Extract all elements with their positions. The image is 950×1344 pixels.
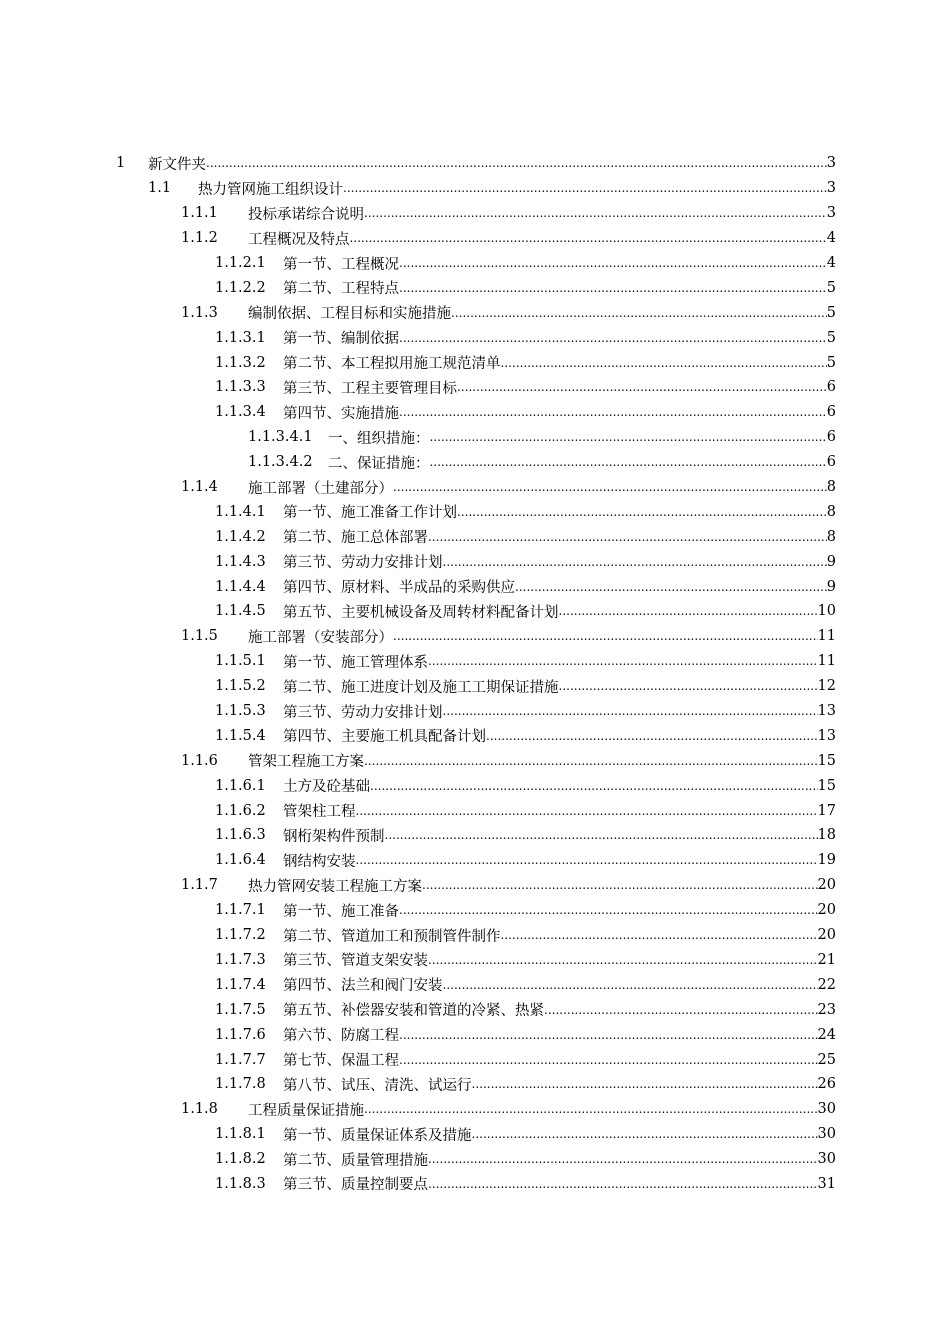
- toc-leader-dots: [544, 997, 818, 1022]
- toc-entry-number: 1.1.7.3: [215, 951, 266, 968]
- toc-entry-page-number: 19: [817, 852, 836, 869]
- toc-entry-number: 1.1.4.3: [215, 553, 266, 570]
- toc-leader-dots: [457, 499, 827, 524]
- toc-entry-number: 1.1.2.1: [215, 255, 266, 271]
- toc-entry[interactable]: [0, 475, 950, 500]
- toc-leader-dots: [501, 923, 818, 948]
- toc-entry[interactable]: [0, 176, 950, 201]
- toc-entry[interactable]: [0, 923, 950, 948]
- toc-leader-dots: [350, 226, 827, 251]
- toc-leader-dots: [443, 699, 818, 724]
- toc-entry[interactable]: [0, 972, 950, 997]
- toc-leader-dots: [428, 524, 827, 549]
- toc-entry-number: 1.1.6.1: [215, 777, 266, 794]
- toc-entry-number: 1.1.3.1: [215, 329, 266, 346]
- toc-entry[interactable]: [0, 997, 950, 1022]
- toc-entry-page-number: 22: [817, 976, 836, 993]
- toc-entry-number: 1.1.8.2: [215, 1151, 266, 1168]
- toc-leader-dots: [385, 823, 818, 848]
- toc-entry-number: 1.1.7.4: [215, 976, 266, 993]
- toc-entry[interactable]: [0, 898, 950, 923]
- toc-entry-number: 1.1.7.8: [215, 1076, 266, 1093]
- toc-entry-title: 第三节、工程主要管理目标: [283, 380, 457, 397]
- toc-entry-page-number: 30: [817, 1101, 836, 1118]
- toc-entry-title: 第四节、法兰和阀门安装: [283, 978, 443, 995]
- toc-entry-number: 1.1.7.7: [215, 1051, 266, 1068]
- toc-entry-number: 1.1.5.4: [215, 727, 266, 744]
- toc-entry-number: 1.1.3.2: [215, 354, 266, 371]
- toc-entry[interactable]: [0, 948, 950, 973]
- toc-entry-page-number: 6: [826, 454, 836, 471]
- toc-leader-dots: [356, 848, 818, 873]
- toc-entry-title: 第一节、施工管理体系: [283, 654, 428, 671]
- toc-entry-page-number: 12: [817, 678, 836, 695]
- toc-leader-dots: [451, 300, 827, 325]
- toc-entry[interactable]: [0, 1147, 950, 1172]
- toc-leader-dots: [364, 201, 827, 226]
- toc-leader-dots: [515, 574, 827, 599]
- toc-entry-number: 1.1.3: [181, 304, 218, 321]
- toc-entry-page-number: 6: [826, 429, 836, 446]
- toc-entry[interactable]: [0, 1172, 950, 1197]
- toc-entry[interactable]: [0, 798, 950, 823]
- toc-entry[interactable]: [0, 574, 950, 599]
- toc-leader-dots: [501, 350, 827, 375]
- toc-entry-number: 1.1.5.1: [215, 653, 266, 670]
- toc-entry[interactable]: [0, 823, 950, 848]
- toc-entry[interactable]: [0, 748, 950, 773]
- toc-leader-dots: [364, 748, 818, 773]
- toc-entry-page-number: 20: [817, 927, 836, 944]
- toc-entry-page-number: 15: [817, 752, 836, 769]
- toc-entry-page-number: 24: [817, 1026, 836, 1043]
- toc-entry[interactable]: [0, 1072, 950, 1097]
- toc-leader-dots: [430, 425, 827, 450]
- toc-entry-title: 钢桁架构件预制: [283, 828, 385, 845]
- toc-entry-number: 1.1.6.2: [215, 802, 266, 819]
- toc-entry-title: 钢结构安装: [283, 853, 356, 870]
- toc-entry[interactable]: [0, 723, 950, 748]
- toc-entry-number: 1.1.7: [181, 877, 218, 894]
- toc-entry-page-number: 30: [817, 1126, 836, 1143]
- toc-entry-number: 1.1.5.3: [215, 703, 266, 720]
- toc-entry-number: 1.1.4.2: [215, 528, 266, 545]
- toc-entry-title: 土方及砼基础: [283, 779, 370, 796]
- toc-entry-title: 第四节、原材料、半成品的采购供应: [283, 580, 515, 597]
- toc-entry-page-number: 8: [826, 503, 836, 520]
- toc-entry-number: 1.1.4.1: [215, 503, 266, 520]
- toc-entry[interactable]: [0, 848, 950, 873]
- toc-entry-number: 1.1.5.2: [215, 678, 266, 695]
- toc-entry-page-number: 3: [826, 180, 836, 197]
- toc-entry[interactable]: [0, 524, 950, 549]
- toc-leader-dots: [457, 375, 827, 400]
- toc-leader-dots: [428, 1172, 818, 1197]
- toc-entry[interactable]: [0, 151, 950, 176]
- toc-entry-page-number: 5: [826, 304, 836, 321]
- toc-entry-page-number: 15: [817, 777, 836, 794]
- toc-entry-number: 1.1.8: [181, 1101, 218, 1118]
- toc-entry[interactable]: [0, 773, 950, 798]
- toc-entry-page-number: 13: [817, 727, 836, 744]
- toc-entry-number: 1.1.4.4: [215, 578, 266, 595]
- toc-entry-number: 1.1.6.3: [215, 827, 266, 844]
- toc-entry-page-number: 18: [817, 827, 836, 844]
- toc-entry-title: 第五节、补偿器安装和管道的冷紧、热紧: [283, 1003, 544, 1020]
- toc-entry-number: 1.1: [148, 180, 172, 197]
- toc-entry-number: 1.1.3.4.2: [248, 454, 313, 471]
- toc-leader-dots: [428, 1147, 818, 1172]
- toc-entry[interactable]: [0, 226, 950, 251]
- toc-entry-title: 一、组织措施：: [328, 430, 430, 447]
- toc-leader-dots: [206, 151, 827, 176]
- toc-entry-page-number: 5: [826, 354, 836, 371]
- toc-entry-title: 第三节、劳动力安排计划: [283, 704, 443, 721]
- toc-entry-page-number: 11: [817, 628, 836, 645]
- toc-entry-title: 第一节、质量保证体系及措施: [283, 1127, 472, 1144]
- toc-leader-dots: [399, 400, 827, 425]
- toc-entry-number: 1.1.4.5: [215, 603, 266, 620]
- toc-leader-dots: [472, 1122, 818, 1147]
- toc-entry-number: 1.1.2: [181, 230, 218, 247]
- toc-entry[interactable]: [0, 275, 950, 300]
- toc-entry-number: 1.1.8.1: [215, 1126, 266, 1143]
- toc-entry-title: 管架柱工程: [283, 804, 356, 821]
- toc-leader-dots: [399, 1022, 818, 1047]
- toc-entry-page-number: 25: [817, 1051, 836, 1068]
- toc-entry-number: 1.1.2.2: [215, 279, 266, 296]
- toc-entry-page-number: 3: [826, 205, 836, 222]
- toc-entry[interactable]: [0, 873, 950, 898]
- toc-entry-page-number: 8: [826, 528, 836, 545]
- toc-entry[interactable]: [0, 549, 950, 574]
- toc-entry-title: 第二节、本工程拟用施工规范清单: [283, 356, 501, 373]
- toc-entry[interactable]: [0, 1047, 950, 1072]
- toc-entry-title: 新文件夹: [148, 156, 206, 173]
- toc-entry-page-number: 20: [817, 877, 836, 894]
- toc-entry[interactable]: [0, 350, 950, 375]
- toc-entry-number: 1.1.5: [181, 628, 218, 645]
- toc-entry-title: 第六节、防腐工程: [283, 1028, 399, 1045]
- toc-entry-number: 1: [116, 155, 126, 172]
- toc-entry-title: 第三节、劳动力安排计划: [283, 555, 443, 572]
- toc-entry-title: 第一节、施工准备: [283, 903, 399, 920]
- toc-entry-page-number: 8: [826, 479, 836, 496]
- toc-entry-number: 1.1.8.3: [215, 1175, 266, 1192]
- toc-entry[interactable]: [0, 624, 950, 649]
- toc-entry[interactable]: [0, 599, 950, 624]
- toc-entry[interactable]: [0, 1097, 950, 1122]
- toc-entry-number: 1.1.3.3: [215, 379, 266, 396]
- toc-leader-dots: [428, 649, 818, 674]
- toc-entry-page-number: 5: [826, 279, 836, 296]
- toc-entry-title: 第一节、施工准备工作计划: [283, 505, 457, 522]
- toc-entry-page-number: 3: [826, 155, 836, 172]
- toc-entry-page-number: 13: [817, 703, 836, 720]
- toc-entry-number: 1.1.3.4: [215, 404, 266, 421]
- toc-entry-title: 第五节、主要机械设备及周转材料配备计划: [283, 604, 559, 621]
- toc-leader-dots: [399, 1047, 818, 1072]
- toc-entry-page-number: 9: [826, 578, 836, 595]
- toc-leader-dots: [399, 275, 827, 300]
- toc-entry-title: 第三节、管道支架安装: [283, 953, 428, 970]
- toc-entry-title: 编制依据、工程目标和实施措施: [248, 306, 451, 323]
- toc-entry-title: 第二节、工程特点: [283, 281, 399, 298]
- toc-entry-title: 二、保证措施：: [328, 455, 430, 472]
- toc-entry[interactable]: [0, 674, 950, 699]
- toc-entry-page-number: 4: [826, 255, 836, 271]
- toc-entry-page-number: 20: [817, 902, 836, 919]
- toc-entry[interactable]: [0, 400, 950, 425]
- toc-entry-title: 工程概况及特点: [248, 231, 350, 248]
- toc-entry[interactable]: [0, 425, 950, 450]
- toc-entry-page-number: 11: [817, 653, 836, 670]
- toc-leader-dots: [393, 475, 827, 500]
- toc-entry-page-number: 5: [826, 329, 836, 346]
- toc-entry-title: 热力管网施工组织设计: [198, 181, 343, 198]
- toc-entry[interactable]: [0, 450, 950, 475]
- toc-entry-page-number: 31: [817, 1175, 836, 1192]
- toc-entry-page-number: 9: [826, 553, 836, 570]
- toc-entry-number: 1.1.7.6: [215, 1026, 266, 1043]
- toc-entry-number: 1.1.3.4.1: [248, 429, 313, 446]
- toc-entry-title: 第二节、施工总体部署: [283, 530, 428, 547]
- toc-entry-number: 1.1.4: [181, 479, 218, 496]
- toc-entry-page-number: 17: [817, 802, 836, 819]
- table-of-contents: [0, 151, 950, 1196]
- toc-entry[interactable]: [0, 499, 950, 524]
- toc-leader-dots: [393, 624, 818, 649]
- toc-leader-dots: [399, 251, 827, 276]
- toc-entry[interactable]: [0, 251, 950, 276]
- toc-entry-number: 1.1.7.5: [215, 1001, 266, 1018]
- toc-leader-dots: [422, 873, 818, 898]
- toc-leader-dots: [428, 948, 818, 973]
- toc-entry[interactable]: [0, 1122, 950, 1147]
- toc-leader-dots: [443, 549, 827, 574]
- toc-entry[interactable]: [0, 300, 950, 325]
- toc-leader-dots: [486, 723, 818, 748]
- toc-entry-title: 第三节、质量控制要点: [283, 1177, 428, 1194]
- toc-leader-dots: [559, 674, 818, 699]
- toc-entry-title: 第二节、管道加工和预制管件制作: [283, 928, 501, 945]
- toc-entry[interactable]: [0, 201, 950, 226]
- toc-entry-title: 施工部署（安装部分）: [248, 629, 393, 646]
- toc-leader-dots: [364, 1097, 818, 1122]
- toc-leader-dots: [430, 450, 827, 475]
- toc-entry-number: 1.1.7.1: [215, 902, 266, 919]
- toc-leader-dots: [443, 972, 818, 997]
- toc-leader-dots: [343, 176, 827, 201]
- toc-leader-dots: [559, 599, 818, 624]
- toc-entry-title: 管架工程施工方案: [248, 754, 364, 771]
- toc-entry-title: 第二节、施工进度计划及施工工期保证措施: [283, 679, 559, 696]
- toc-entry-number: 1.1.6: [181, 752, 218, 769]
- toc-entry-number: 1.1.7.2: [215, 927, 266, 944]
- toc-leader-dots: [399, 898, 818, 923]
- toc-entry-page-number: 6: [826, 404, 836, 421]
- toc-entry[interactable]: [0, 699, 950, 724]
- toc-entry-title: 第四节、实施措施: [283, 405, 399, 422]
- toc-entry-title: 工程质量保证措施: [248, 1102, 364, 1119]
- toc-entry-page-number: 4: [826, 230, 836, 247]
- toc-entry-title: 投标承诺综合说明: [248, 206, 364, 223]
- toc-entry-title: 第八节、试压、清洗、试运行: [283, 1077, 472, 1094]
- toc-entry-page-number: 30: [817, 1151, 836, 1168]
- toc-entry-title: 第四节、主要施工机具配备计划: [283, 729, 486, 746]
- toc-entry-number: 1.1.1: [181, 205, 218, 222]
- toc-entry[interactable]: [0, 649, 950, 674]
- toc-entry-title: 第一节、工程概况: [283, 256, 399, 273]
- toc-entry[interactable]: [0, 1022, 950, 1047]
- toc-entry[interactable]: [0, 375, 950, 400]
- toc-entry-number: 1.1.6.4: [215, 852, 266, 869]
- toc-entry-title: 第七节、保温工程: [283, 1053, 399, 1069]
- toc-entry-title: 热力管网安装工程施工方案: [248, 878, 422, 895]
- toc-leader-dots: [472, 1072, 818, 1097]
- toc-entry[interactable]: [0, 325, 950, 350]
- toc-leader-dots: [356, 798, 818, 823]
- toc-entry-page-number: 26: [817, 1076, 836, 1093]
- toc-entry-title: 施工部署（土建部分）: [248, 480, 393, 497]
- toc-entry-page-number: 6: [826, 379, 836, 396]
- toc-entry-title: 第一节、编制依据: [283, 331, 399, 348]
- toc-entry-page-number: 21: [817, 951, 836, 968]
- toc-entry-title: 第二节、质量管理措施: [283, 1152, 428, 1169]
- toc-entry-page-number: 10: [817, 603, 836, 620]
- toc-leader-dots: [399, 325, 827, 350]
- toc-leader-dots: [370, 773, 818, 798]
- toc-entry-page-number: 23: [817, 1001, 836, 1018]
